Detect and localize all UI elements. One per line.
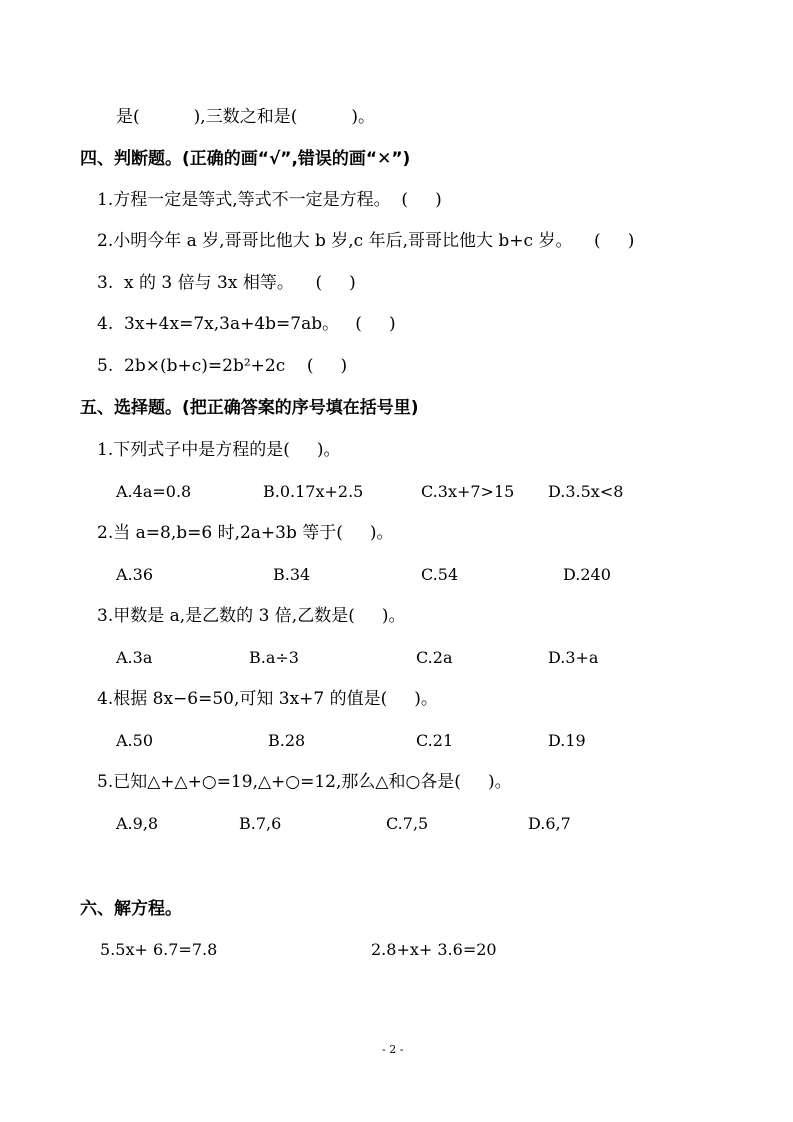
choice-question-5: 5.已知△+△+○=19,△+○=12,那么△和○各是( )。 (97, 772, 512, 792)
section-5-heading: 五、选择题。(把正确答案的序号填在括号里) (80, 398, 419, 418)
judge-item-1: 1.方程一定是等式,等式不一定是方程。 ( ) (97, 190, 442, 210)
page-number: - 2 - (382, 1043, 404, 1056)
judge-item-4: 4. 3x+4x=7x,3a+4b=7ab。 ( ) (97, 314, 396, 334)
choice-1-option-d: D.3.5x<8 (548, 482, 624, 501)
choice-3-option-a: A.3a (116, 648, 153, 667)
section-6-heading: 六、解方程。 (80, 899, 182, 919)
choice-1-option-a: A.4a=0.8 (116, 482, 192, 501)
choice-3-option-d: D.3+a (548, 648, 599, 667)
choice-question-4: 4.根据 8x−6=50,可知 3x+7 的值是( )。 (97, 689, 438, 709)
choice-question-3: 3.甲数是 a,是乙数的 3 倍,乙数是( )。 (97, 606, 406, 626)
choice-4-option-a: A.50 (116, 731, 153, 750)
continued-question-line: 是( ),三数之和是( )。 (116, 107, 376, 127)
choice-2-option-b: B.34 (273, 565, 311, 584)
choice-5-option-d: D.6,7 (528, 814, 571, 833)
choice-4-option-d: D.19 (548, 731, 586, 750)
choice-3-option-c: C.2a (416, 648, 453, 667)
choice-2-option-a: A.36 (116, 565, 153, 584)
choice-5-option-b: B.7,6 (239, 814, 282, 833)
judge-item-5: 5. 2b×(b+c)=2b²+2c ( ) (97, 356, 348, 376)
choice-4-option-c: C.21 (416, 731, 454, 750)
choice-5-option-a: A.9,8 (116, 814, 159, 833)
choice-3-option-b: B.a÷3 (249, 648, 299, 667)
choice-4-option-b: B.28 (268, 731, 306, 750)
choice-1-option-b: B.0.17x+2.5 (263, 482, 364, 501)
choice-question-2: 2.当 a=8,b=6 时,2a+3b 等于( )。 (97, 523, 394, 543)
choice-1-option-c: C.3x+7>15 (421, 482, 515, 501)
equation-2: 2.8+x+ 3.6=20 (371, 940, 497, 959)
judge-item-3: 3. x 的 3 倍与 3x 相等。 ( ) (97, 273, 356, 293)
equation-1: 5.5x+ 6.7=7.8 (100, 940, 218, 959)
choice-2-option-c: C.54 (421, 565, 459, 584)
choice-2-option-d: D.240 (563, 565, 611, 584)
section-4-heading: 四、判断题。(正确的画“√”,错误的画“✕”) (80, 149, 411, 169)
choice-5-option-c: C.7,5 (386, 814, 429, 833)
choice-question-1: 1.下列式子中是方程的是( )。 (97, 440, 341, 460)
judge-item-2: 2.小明今年 a 岁,哥哥比他大 b 岁,c 年后,哥哥比他大 b+c 岁。 ( ) (97, 231, 635, 251)
